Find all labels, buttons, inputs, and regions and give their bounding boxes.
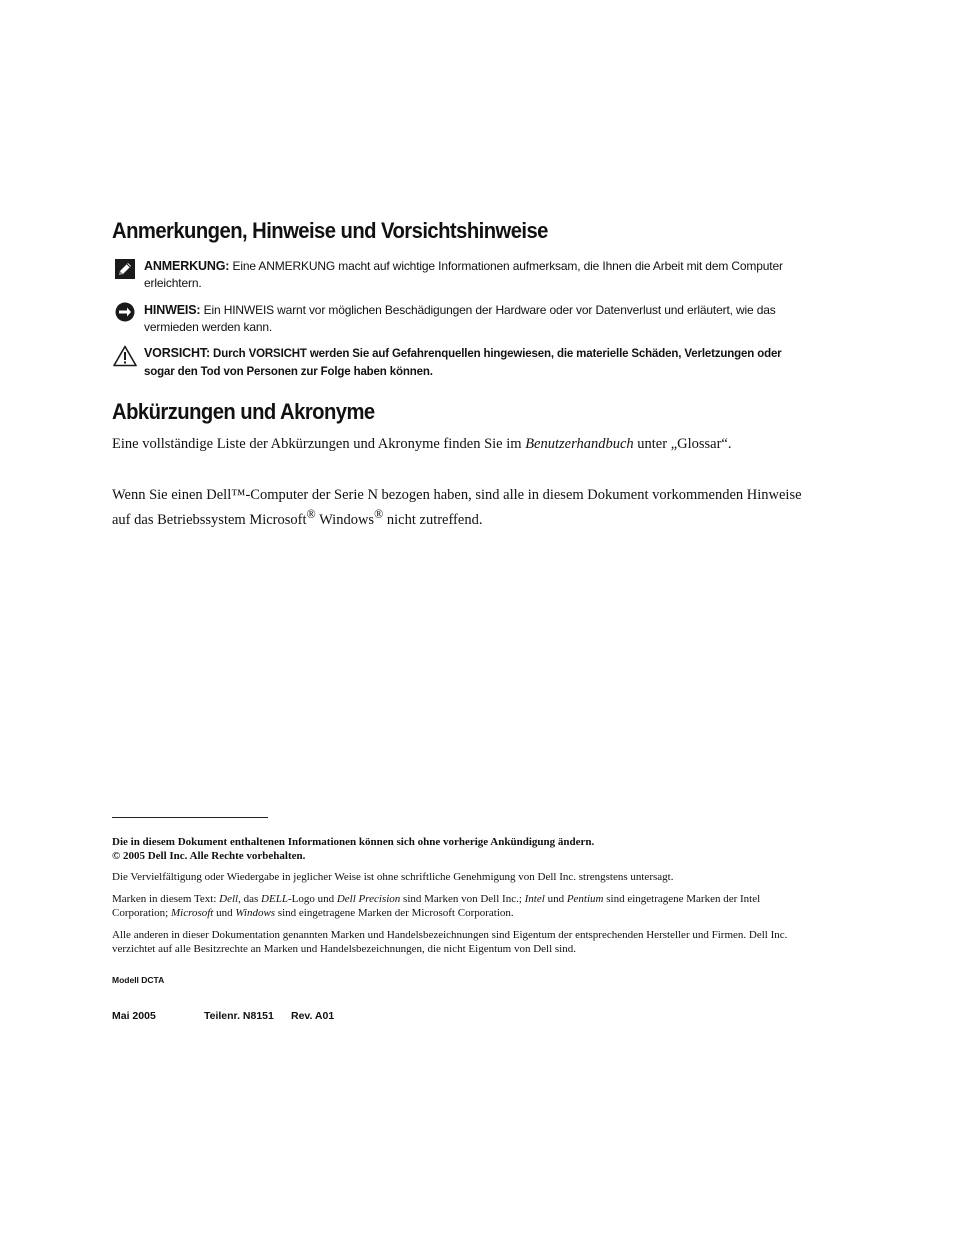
warning-triangle-icon [112,345,138,367]
notice-label: HINWEIS: [144,303,201,317]
copyright: © 2005 Dell Inc. Alle Rechte vorbehalten. [112,850,306,862]
publication-date: Mai 2005 [112,1010,156,1022]
section-title-abbreviations: Abkürzungen und Akronyme [112,399,375,424]
document-page [112,0,817,1235]
revision: Rev. A01 [291,1010,335,1022]
n-series-paragraph [112,486,812,530]
caution-block [112,345,817,381]
book-title: Benutzerhandbuch [525,436,634,452]
text-run: -Logo und [287,893,337,905]
footer-divider [112,817,268,818]
note-block [112,258,817,292]
text-run: und [213,907,236,919]
text-run: nicht zutreffend. [383,511,483,528]
trademark-windows: Windows [235,907,276,919]
caution-text [144,345,814,381]
notice-block [112,302,817,336]
trademark-pentium: Pentium [566,893,604,905]
note-label: ANMERKUNG: [144,259,230,273]
caution-label: VORSICHT: [144,346,211,360]
text-run: Marken in diesem Text: [112,893,220,905]
registered-mark: ® [374,507,384,521]
note-body: Eine ANMERKUNG macht auf wichtige Informationen aufmerksam, die Ihnen die Arbeit mit dem Computer erleichtern. [144,259,783,290]
trademark-dell-logo: DELL [261,893,288,905]
text-run: , das [238,893,262,905]
abbreviations-paragraph [112,435,812,454]
text-run: sind eingetragene Marken der Microsoft Corporation. [275,907,514,919]
trademark-dell: Dell [219,893,239,905]
trademark-microsoft: Microsoft [170,907,214,919]
trademark-notice [112,892,817,920]
other-trademarks-notice: Alle anderen in dieser Dokumentation genannten Marken und Handelsbezeichnungen sind Eigentum der entsprechenden Hersteller und Firmen. Dell Inc. verzichtet auf alle Besitzrechte an Marken und Handelsbezeichnungen, die nicht Eigentum von Dell sind. [112,929,788,955]
caution-body: Durch VORSICHT werden Sie auf Gefahrenquellen hingewiesen, die materielle Schäden, Verletzungen oder sogar den Tod von Personen zur Folge haben können. [144,348,782,378]
model-number: Modell DCTA [112,975,165,985]
text-run: Windows [315,511,375,528]
reproduction-notice: Die Vervielfältigung oder Wiedergabe in jeglicher Weise ist ohne schriftliche Genehmigung von Dell Inc. strengstens untersagt. [112,871,674,883]
section-title-notes: Anmerkungen, Hinweise und Vorsichtshinweise [112,218,548,243]
change-notice: Die in diesem Dokument enthaltenen Informationen können sich ohne vorherige Ankündigung ändern. [112,836,595,848]
legal-notice [112,835,817,863]
text-run: unter „Glossar“. [633,436,732,452]
registered-mark: ® [306,507,316,521]
text-run: und [544,893,567,905]
text-run: Wenn Sie einen Dell™-Computer der Serie N bezogen haben, sind alle in diesem Dokument vorkommenden Hinweise auf das Betriebssystem Microsoft [112,487,802,528]
text-run: sind Marken von Dell Inc.; [400,893,525,905]
notice-icon [114,302,136,324]
text-run: sind eingetragene Marken der Intel Corporation; [112,893,761,919]
trademark-dell-precision: Dell Precision [336,893,401,905]
text-run: Eine vollständige Liste der Abkürzungen und Akronyme finden Sie im [112,436,526,452]
note-text [144,258,814,292]
notice-text [144,302,814,336]
pencil-note-icon [114,258,136,280]
trademark-intel: Intel [524,893,545,905]
part-number: Teilenr. N8151 [204,1010,274,1022]
notice-body: Ein HINWEIS warnt vor möglichen Beschädigungen der Hardware oder vor Datenverlust und erläutert, wie das vermieden werden kann. [144,303,776,334]
